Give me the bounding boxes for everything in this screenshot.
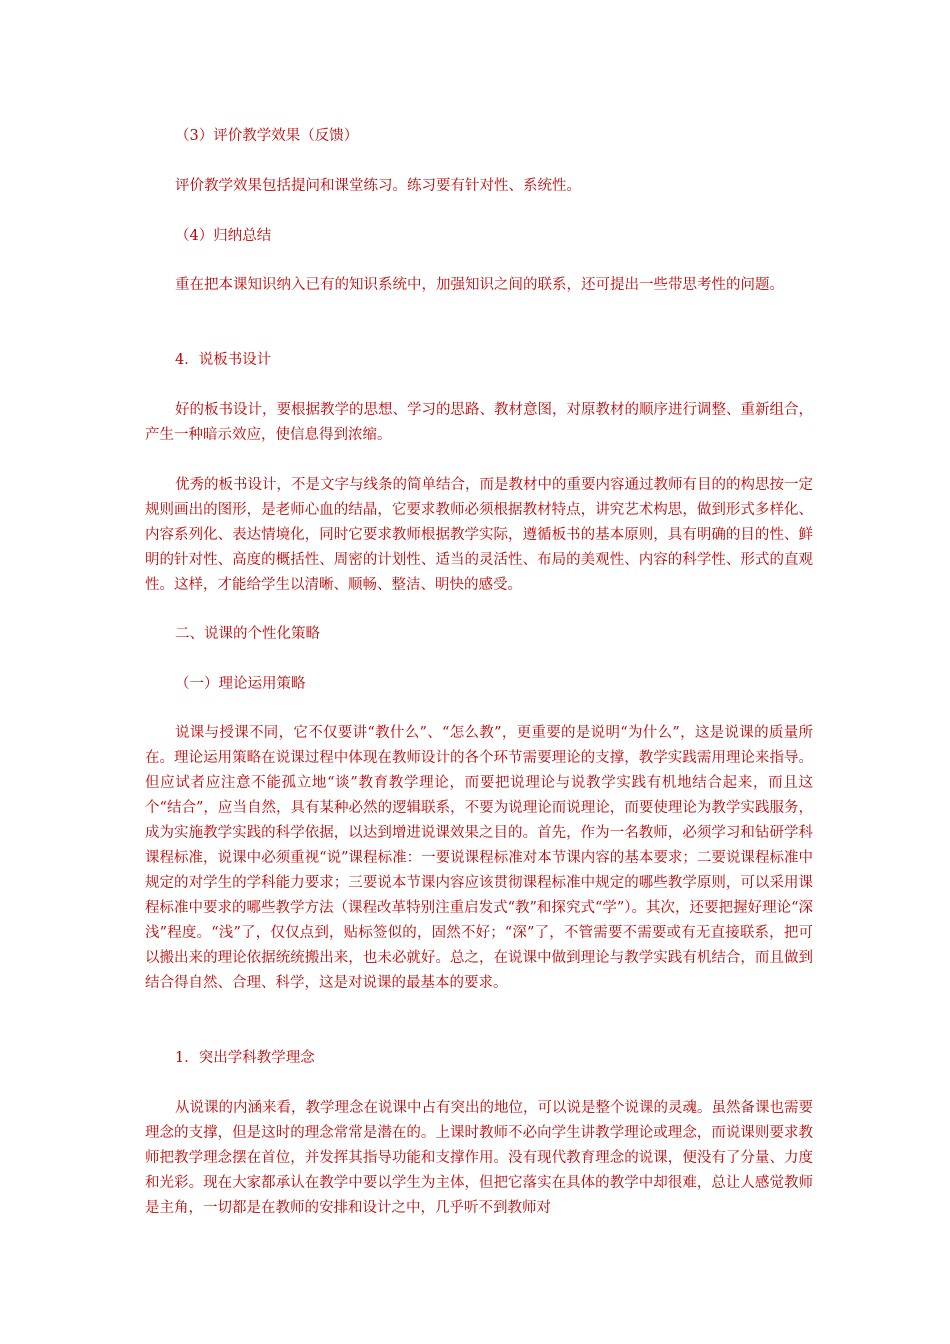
paragraph-summary: 重在把本课知识纳入已有的知识系统中，加强知识之间的联系，还可提出一些带思考性的问题。 [175,277,784,293]
heading-blackboard-design: 4．说板书设计 [175,352,272,368]
heading-personalized-strategy: 二、说课的个性化策略 [175,626,320,642]
heading-teaching-concept: 1．突出学科教学理念 [175,1050,315,1066]
heading-summary: （4）归纳总结 [175,228,272,244]
paragraph-evaluate-effect: 评价教学效果包括提问和课堂练习。练习要有针对性、系统性。 [175,178,581,194]
paragraph-teaching-concept: 从说课的内涵来看，教学理念在说课中占有突出的地位，可以说是整个说课的灵魂。虽然备课也需要理念的支撑，但是这时的理念常常是潜在的。上课时教师不必向学生讲教学理论或理念，而说课则要求教师把教学理念摆在首位，并发挥其指导功能和支撑作用。没有现代教育理念的说课，便没有了分量、力度和光彩。现在大家都承认在教学中要以学生为主体，但把它落实在具体的教学中却很难，总让人感觉教师是主角，一切都是在教师的安排和设计之中，几乎听不到教师对 [145,1100,813,1216]
heading-theory-strategy: （一）理论运用策略 [175,676,306,692]
paragraph-blackboard-design-2: 优秀的板书设计，不是文字与线条的简单结合，而是教材中的重要内容通过教师有目的的构思按一定规则画出的图形，是老师心血的结晶，它要求教师必须根据教材特点，讲究艺术构思，做到形式多样化、内容系列化、表达情境化，同时它要求教师根据教学实际，遵循板书的基本原则，具有明确的目的性、鲜明的针对性、高度的概括性、周密的计划性、适当的灵活性、布局的美观性、内容的科学性、形式的直观性。这样，才能给学生以清晰、顺畅、整洁、明快的感受。 [145,477,813,593]
paragraph-blackboard-design-1: 好的板书设计，要根据教学的思想、学习的思路、教材意图，对原教材的顺序进行调整、重新组合，产生一种暗示效应，使信息得到浓缩。 [145,402,813,443]
paragraph-theory-strategy: 说课与授课不同，它不仅要讲“教什么”、“怎么教”，更重要的是说明“为什么”，这是说课的质量所在。理论运用策略在说课过程中体现在教师设计的各个环节需要理论的支撑，教学实践需用理论来指导。但应试者应注意不能孤立地“谈”教育教学理论，而要把说理论与说教学实践有机地结合起来，而且这个“结合”，应当自然，具有某种必然的逻辑联系，不要为说理论而说理论，而要使理论为教学实践服务，成为实施教学实践的科学依据，以达到增进说课效果之目的。首先，作为一名教师，必须学习和钻研学科课程标准，说课中必须重视“说”课程标准：一要说课程标准对本节课内容的基本要求；二要说课程标准中规定的对学生的学科能力要求；三要说本节课内容应该贯彻课程标准中规定的哪些教学原则，可以采用课程标准中要求的哪些教学方法（课程改革特别注重启发式“教”和探究式“学”）。其次，还要把握好理论“深浅”程度。“浅”了，仅仅点到，贴标签似的，固然不好；“深”了，不管需要不需要或有无直接联系，把可以搬出来的理论依据统统搬出来，也未必就好。总之，在说课中做到理论与教学实践有机结合，而且做到结合得自然、合理、科学，这是对说课的最基本的要求。 [145,725,813,991]
heading-evaluate-effect: （3）评价教学效果（反馈） [175,128,359,144]
